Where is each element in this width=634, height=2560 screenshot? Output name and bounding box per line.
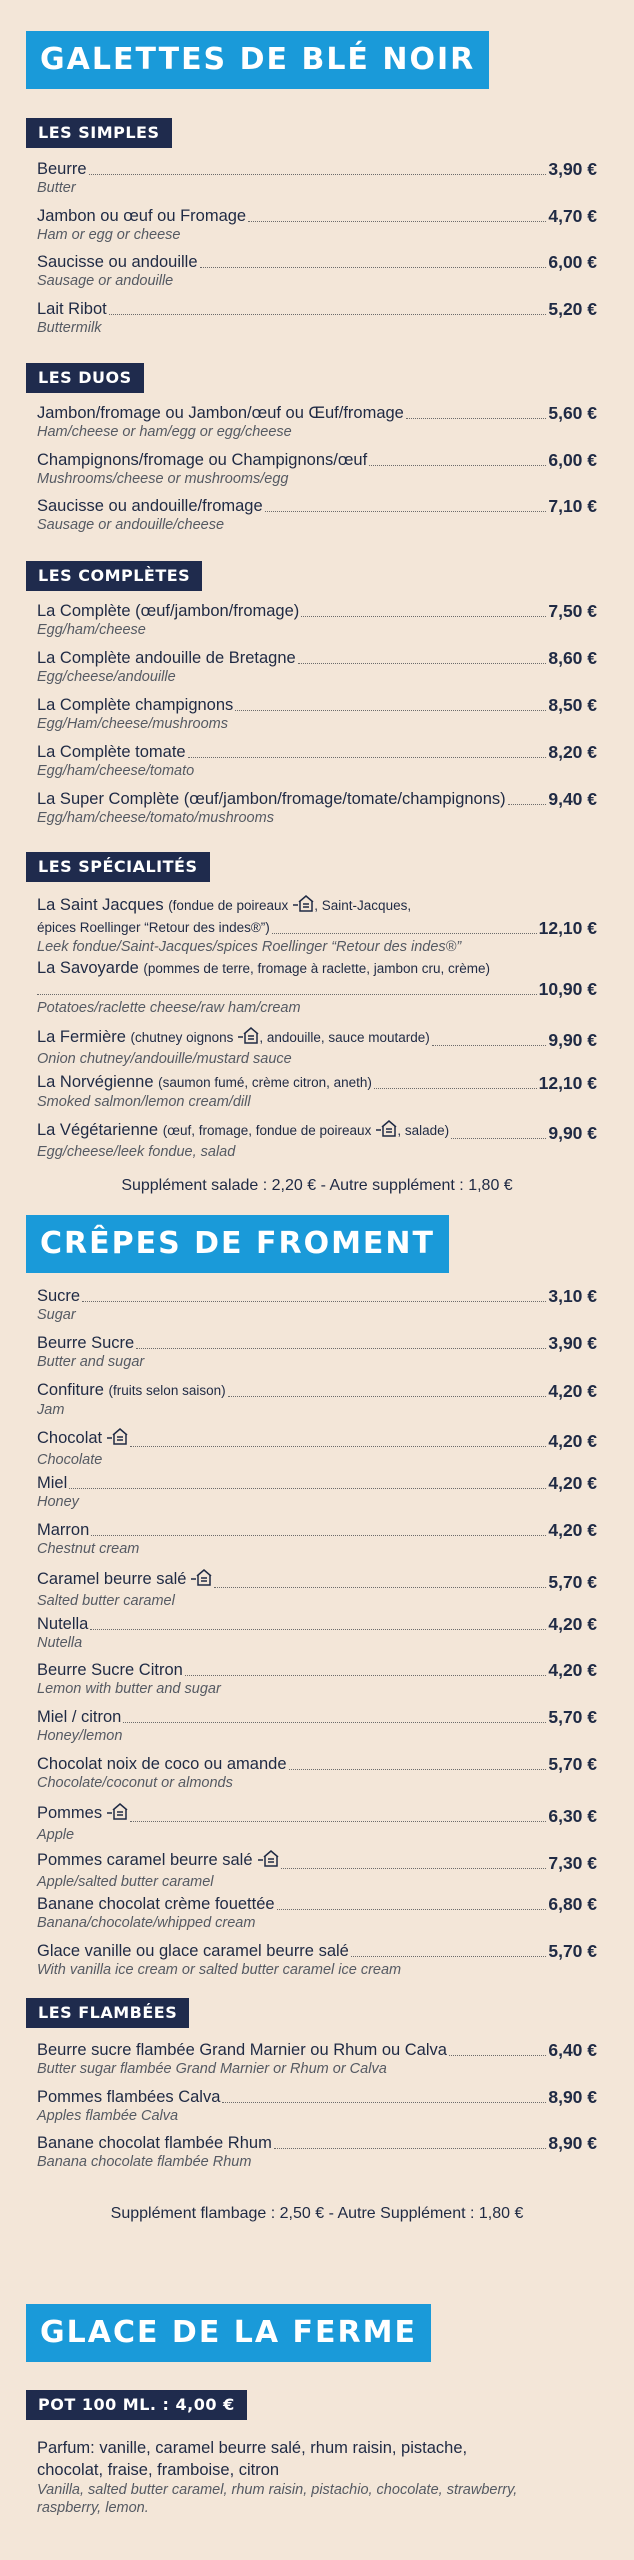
item-name: La Norvégienne (saumon fumé, crème citron, aneth): [37, 1073, 372, 1091]
menu-item: [37, 742, 597, 780]
item-english: Apples flambée Calva: [37, 2107, 179, 2124]
item-price: 4,70 €: [548, 205, 597, 226]
item-english: Apple: [37, 1826, 75, 1843]
dot-leader: [91, 1535, 546, 1536]
item-price: 9,40 €: [548, 789, 597, 809]
item-english: Buttermilk: [37, 319, 102, 336]
item-name: Saucisse ou andouille: [37, 253, 198, 271]
item-name: Marron: [37, 1521, 90, 1539]
dot-leader: [449, 2055, 546, 2056]
item-english: Banana/chocolate/whipped cream: [37, 1915, 256, 1932]
dot-leader: [369, 465, 546, 466]
item-name: Beurre Sucre: [37, 1333, 135, 1352]
item-name: La Végétarienne (œuf, fromage, fondue de poireaux , salade): [37, 1118, 449, 1143]
dot-leader: [265, 511, 547, 512]
menu-item: [37, 1380, 597, 1419]
item-english: Sugar: [37, 1307, 76, 1323]
item-name: Chocolat: [37, 1426, 128, 1451]
item-price: 8,20 €: [548, 742, 597, 762]
item-name: Miel: [37, 1474, 68, 1493]
item-name: La Complète tomate: [37, 743, 186, 761]
item-english: Salted butter caramel: [37, 1592, 175, 1609]
menu-item: [37, 2087, 597, 2125]
dot-leader: [185, 1675, 547, 1676]
item-price: 3,90 €: [548, 1332, 597, 1353]
dot-leader: [248, 221, 546, 222]
item-price: 7,30 €: [548, 1852, 597, 1873]
item-price: 7,50 €: [548, 601, 597, 621]
dot-leader: [406, 418, 546, 419]
category-les-specialites: LES SPÉCIALITÉS: [26, 852, 210, 882]
item-name: Nutella: [37, 1614, 89, 1633]
item-name: Jambon ou œuf ou Fromage: [37, 206, 247, 225]
menu-item: [37, 1754, 597, 1792]
item-english: Sausage or andouille/cheese: [37, 517, 225, 533]
menu-item: [37, 1614, 597, 1652]
menu-item: [37, 1894, 597, 1932]
menu-item: [37, 403, 597, 441]
menu-item: [37, 1707, 597, 1745]
menu-item: [37, 695, 597, 733]
item-name: Champignons/fromage ou Champignons/œuf: [37, 450, 368, 469]
menu-item-fermiere: [37, 1025, 597, 1068]
dot-leader: [277, 1909, 547, 1910]
item-price: 4,20 €: [548, 1660, 597, 1681]
item-english: Smoked salmon/lemon cream/dill: [37, 1094, 251, 1110]
dot-leader: [508, 804, 547, 805]
item-english: Chocolate: [37, 1452, 103, 1469]
item-price: 6,00 €: [548, 252, 597, 272]
homemade-house-icon: [375, 1118, 397, 1143]
item-name: La Super Complète (œuf/jambon/fromage/tomate/champignons): [37, 790, 506, 808]
homemade-house-icon: [257, 1848, 279, 1873]
dot-leader: [235, 710, 546, 711]
item-price: 9,90 €: [548, 1123, 597, 1143]
dot-leader: [90, 1629, 546, 1630]
item-name: Banane chocolat flambée Rhum: [37, 2134, 272, 2152]
item-english: With vanilla ice cream or salted butter caramel ice cream: [37, 1962, 402, 1979]
item-price: 4,20 €: [548, 1613, 597, 1634]
parfum-en-line2: raspberry, lemon.: [37, 2500, 149, 2516]
item-price: 8,60 €: [548, 648, 597, 668]
menu-item: [37, 299, 597, 337]
menu-item: [37, 1520, 597, 1558]
item-english: Egg/ham/cheese/tomato/mushrooms: [37, 810, 274, 826]
item-name: Beurre Sucre Citron: [37, 1661, 183, 1680]
item-name: La Saint Jacques: [37, 896, 164, 914]
item-english: Banana chocolate flambée Rhum: [37, 2154, 252, 2170]
menu-item: [37, 2040, 597, 2078]
menu-item-norvegienne: [37, 1072, 597, 1111]
item-price: 8,50 €: [548, 695, 597, 715]
menu-item: [37, 206, 597, 244]
item-price: 6,30 €: [548, 1805, 597, 1826]
item-english: Chocolate/coconut or almonds: [37, 1775, 233, 1791]
item-price: 5,70 €: [548, 1754, 597, 1774]
menu-item: [37, 2133, 597, 2171]
homemade-house-icon: [190, 1567, 212, 1592]
item-detail-cont: , Saint-Jacques,: [314, 898, 412, 913]
item-english: Honey/lemon: [37, 1728, 123, 1745]
menu-item-vegetarienne: [37, 1118, 597, 1161]
category-les-flambees: LES FLAMBÉES: [26, 1998, 189, 2028]
item-name: Miel / citron: [37, 1708, 122, 1727]
dot-leader: [272, 933, 537, 934]
item-name: Pommes caramel beurre salé: [37, 1848, 279, 1873]
parfum-block: [37, 2437, 597, 2517]
item-english: Leek fondue/Saint-Jacques/spices Roellinger “Retour des indes®”: [37, 939, 462, 955]
menu-item: [37, 601, 597, 639]
item-name: Glace vanille ou glace caramel beurre salé: [37, 1942, 349, 1961]
category-les-simples: LES SIMPLES: [26, 118, 172, 148]
item-name: La Complète champignons: [37, 696, 234, 714]
item-english: Ham or egg or cheese: [37, 226, 181, 243]
parfum-fr-line1: Parfum: vanille, caramel beurre salé, rhum raisin, pistache,: [37, 2439, 468, 2457]
menu-item: [37, 159, 597, 197]
supplement-flambage: Supplément flambage : 2,50 € - Autre Supplément : 1,80 €: [110, 2205, 524, 2222]
dot-leader: [37, 994, 537, 995]
dot-leader: [89, 174, 547, 175]
item-english: Lemon with butter and sugar: [37, 1681, 221, 1698]
item-price: 6,80 €: [548, 1894, 597, 1915]
item-price: 5,70 €: [548, 1707, 597, 1728]
menu-item: [37, 1660, 597, 1698]
item-name: La Complète (œuf/jambon/fromage): [37, 602, 300, 620]
item-english: Nutella: [37, 1634, 83, 1651]
dot-leader: [136, 1348, 546, 1349]
dot-leader: [130, 1446, 546, 1447]
item-english: Mushrooms/cheese or mushrooms/egg: [37, 470, 289, 487]
dot-leader: [228, 1396, 547, 1397]
dot-leader: [351, 1956, 547, 1957]
menu-item: [37, 1567, 597, 1610]
item-price: 4,20 €: [548, 1431, 597, 1452]
item-detail: (fondue de poireaux: [168, 898, 289, 913]
item-name: Pommes flambées Calva: [37, 2087, 221, 2106]
item-name: Saucisse ou andouille/fromage: [37, 497, 263, 515]
item-english: Butter: [37, 180, 76, 196]
item-price: 4,20 €: [548, 1520, 597, 1540]
menu-item: [37, 1286, 597, 1324]
item-price: 6,00 €: [548, 449, 597, 470]
dot-leader: [222, 2102, 546, 2103]
menu-item: [37, 252, 597, 290]
dot-leader: [188, 757, 547, 758]
item-price: 8,90 €: [548, 2133, 597, 2153]
homemade-house-icon: [292, 893, 314, 918]
menu-item: [37, 1941, 597, 1979]
homemade-house-icon: [237, 1025, 259, 1050]
dot-leader: [374, 1088, 537, 1089]
item-english: Jam: [37, 1401, 65, 1418]
dot-leader: [298, 663, 547, 664]
category-pot: POT 100 ML. : 4,00 €: [26, 2390, 247, 2420]
homemade-house-icon: [106, 1801, 128, 1826]
item-detail: (fruits selon saison): [108, 1382, 226, 1398]
item-english: Chestnut cream: [37, 1541, 140, 1557]
item-english: Potatoes/raclette cheese/raw ham/cream: [37, 1000, 301, 1016]
dot-leader: [69, 1488, 546, 1489]
dot-leader: [109, 314, 547, 315]
item-english: Egg/ham/cheese/tomato: [37, 763, 195, 779]
item-price: 6,40 €: [548, 2040, 597, 2060]
item-name: La Complète andouille de Bretagne: [37, 649, 296, 667]
item-price: 8,90 €: [548, 2086, 597, 2107]
dot-leader: [130, 1821, 546, 1822]
item-price: 5,60 €: [548, 403, 597, 423]
menu-item: [37, 1848, 597, 1891]
category-les-duos: LES DUOS: [26, 363, 144, 393]
item-price: 3,90 €: [548, 159, 597, 179]
item-name: Chocolat noix de coco ou amande: [37, 1755, 287, 1773]
item-name: Pommes: [37, 1801, 128, 1826]
item-detail-line2: épices Roellinger “Retour des indes®”): [37, 920, 270, 935]
section-title-glace: GLACE DE LA FERME: [26, 2304, 431, 2362]
item-english: Butter and sugar: [37, 1353, 145, 1370]
item-english: Ham/cheese or ham/egg or egg/cheese: [37, 424, 292, 440]
item-price: 3,10 €: [548, 1286, 597, 1306]
item-price: 9,90 €: [548, 1030, 597, 1050]
homemade-house-icon: [106, 1426, 128, 1451]
item-name: Caramel beurre salé: [37, 1567, 212, 1592]
item-name: Confiture (fruits selon saison): [37, 1380, 226, 1399]
parfum-fr-line2: chocolat, fraise, framboise, citron: [37, 2461, 280, 2479]
dot-leader: [123, 1722, 546, 1723]
item-name: Banane chocolat crème fouettée: [37, 1895, 275, 1914]
dot-leader: [82, 1301, 546, 1302]
parfum-en-line1: Vanilla, salted butter caramel, rhum raisin, pistachio, chocolate, strawberry,: [37, 2482, 518, 2498]
item-price: 5,20 €: [548, 298, 597, 319]
item-english: Honey: [37, 1494, 79, 1511]
menu-item-savoyarde: [37, 958, 597, 1017]
item-detail: (pommes de terre, fromage à raclette, jambon cru, crème): [143, 961, 491, 976]
item-name: La Savoyarde: [37, 959, 139, 977]
section-title-crepes: CRÊPES DE FROMENT: [26, 1215, 449, 1273]
item-english: Onion chutney/andouille/mustard sauce: [37, 1051, 292, 1067]
item-english: Egg/cheese/andouille: [37, 669, 176, 685]
dot-leader: [214, 1587, 546, 1588]
item-name: Beurre sucre flambée Grand Marnier ou Rhum ou Calva: [37, 2041, 447, 2059]
menu-item: [37, 450, 597, 488]
section-title-galettes: GALETTES DE BLÉ NOIR: [26, 31, 489, 89]
menu-item: [37, 496, 597, 534]
item-name: La Fermière (chutney oignons , andouille, sauce moutarde): [37, 1025, 430, 1050]
menu-item: [37, 1426, 597, 1469]
item-price: 5,70 €: [548, 1941, 597, 1962]
menu-item: [37, 648, 597, 686]
item-english: Egg/ham/cheese: [37, 622, 146, 638]
item-price: 10,90 €: [538, 979, 597, 999]
item-price: 12,10 €: [538, 1073, 597, 1093]
item-english: Egg/Ham/cheese/mushrooms: [37, 716, 228, 732]
item-price: 4,20 €: [548, 1473, 597, 1494]
item-english: Egg/cheese/leek fondue, salad: [37, 1144, 236, 1160]
dot-leader: [301, 616, 546, 617]
dot-leader: [451, 1138, 546, 1139]
dot-leader: [432, 1045, 547, 1046]
item-name: Sucre: [37, 1287, 81, 1305]
menu-item: [37, 1473, 597, 1511]
menu-item: [37, 1801, 597, 1844]
dot-leader: [200, 267, 547, 268]
item-english: Butter sugar flambée Grand Marnier or Rhum or Calva: [37, 2061, 387, 2077]
dot-leader: [281, 1868, 547, 1869]
supplement-galettes: Supplément salade : 2,20 € - Autre supplément : 1,80 €: [121, 1177, 513, 1194]
menu-item-saint-jacques: [37, 893, 597, 956]
dot-leader: [274, 2148, 547, 2149]
item-name: Beurre: [37, 160, 87, 178]
menu-item: [37, 1333, 597, 1371]
item-price: 7,10 €: [548, 496, 597, 516]
item-price: 5,70 €: [548, 1571, 597, 1592]
item-price: 4,20 €: [548, 1380, 597, 1401]
item-price: 12,10 €: [538, 918, 597, 938]
item-english: Sausage or andouille: [37, 273, 174, 289]
item-english: Apple/salted butter caramel: [37, 1873, 214, 1890]
item-name: Jambon/fromage ou Jambon/œuf ou Œuf/fromage: [37, 404, 404, 422]
category-les-completes: LES COMPLÈTES: [26, 561, 202, 591]
menu-item: [37, 789, 597, 827]
dot-leader: [289, 1769, 547, 1770]
item-name: Lait Ribot: [37, 299, 107, 318]
